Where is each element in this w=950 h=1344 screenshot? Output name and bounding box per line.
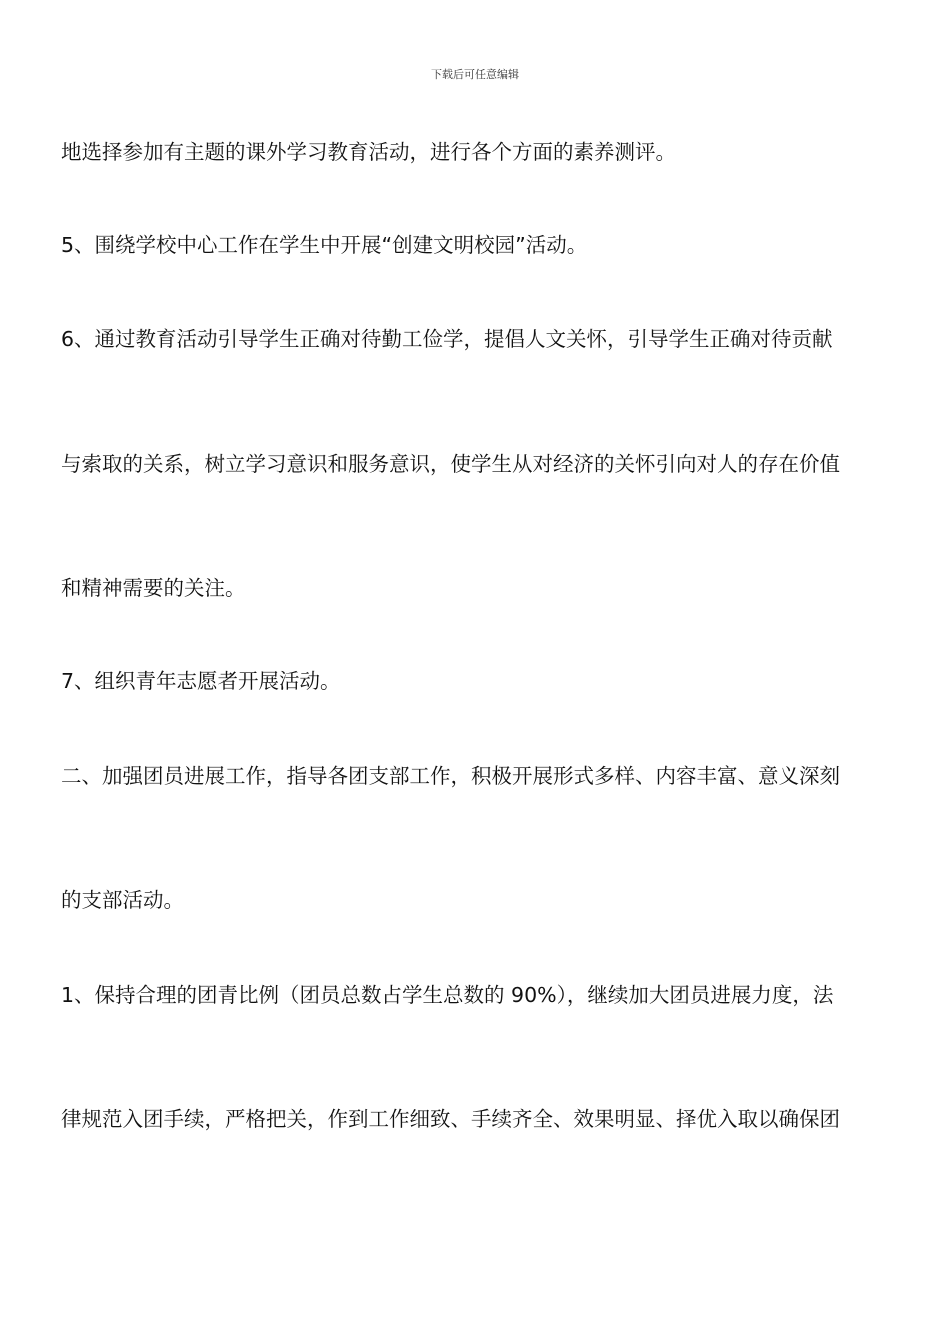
text-line: 5、围绕学校中心工作在学生中开展“创建文明校园”活动。 xyxy=(61,233,588,257)
text-line: 和精神需要的关注。 xyxy=(61,576,246,600)
text-line: 地选择参加有主题的课外学习教育活动，进行各个方面的素养测评。 xyxy=(61,140,676,164)
header-note: 下载后可任意编辑 xyxy=(431,68,519,81)
text-line: 律规范入团手续，严格把关，作到工作细致、手续齐全、效果明显、择优入取以确保团 xyxy=(61,1107,840,1131)
text-line: 的支部活动。 xyxy=(61,888,184,912)
text-line: 7、组织青年志愿者开展活动。 xyxy=(61,669,341,693)
text-line: 6、通过教育活动引导学生正确对待勤工俭学，提倡人文关怀，引导学生正确对待贡献 xyxy=(61,327,833,351)
text-line: 与索取的关系，树立学习意识和服务意识，使学生从对经济的关怀引向对人的存在价值 xyxy=(61,452,840,476)
text-line: 1、保持合理的团青比例（团员总数占学生总数的 90%），继续加大团员进展力度，法 xyxy=(61,983,834,1007)
text-line: 二、加强团员进展工作，指导各团支部工作，积极开展形式多样、内容丰富、意义深刻 xyxy=(61,764,840,788)
